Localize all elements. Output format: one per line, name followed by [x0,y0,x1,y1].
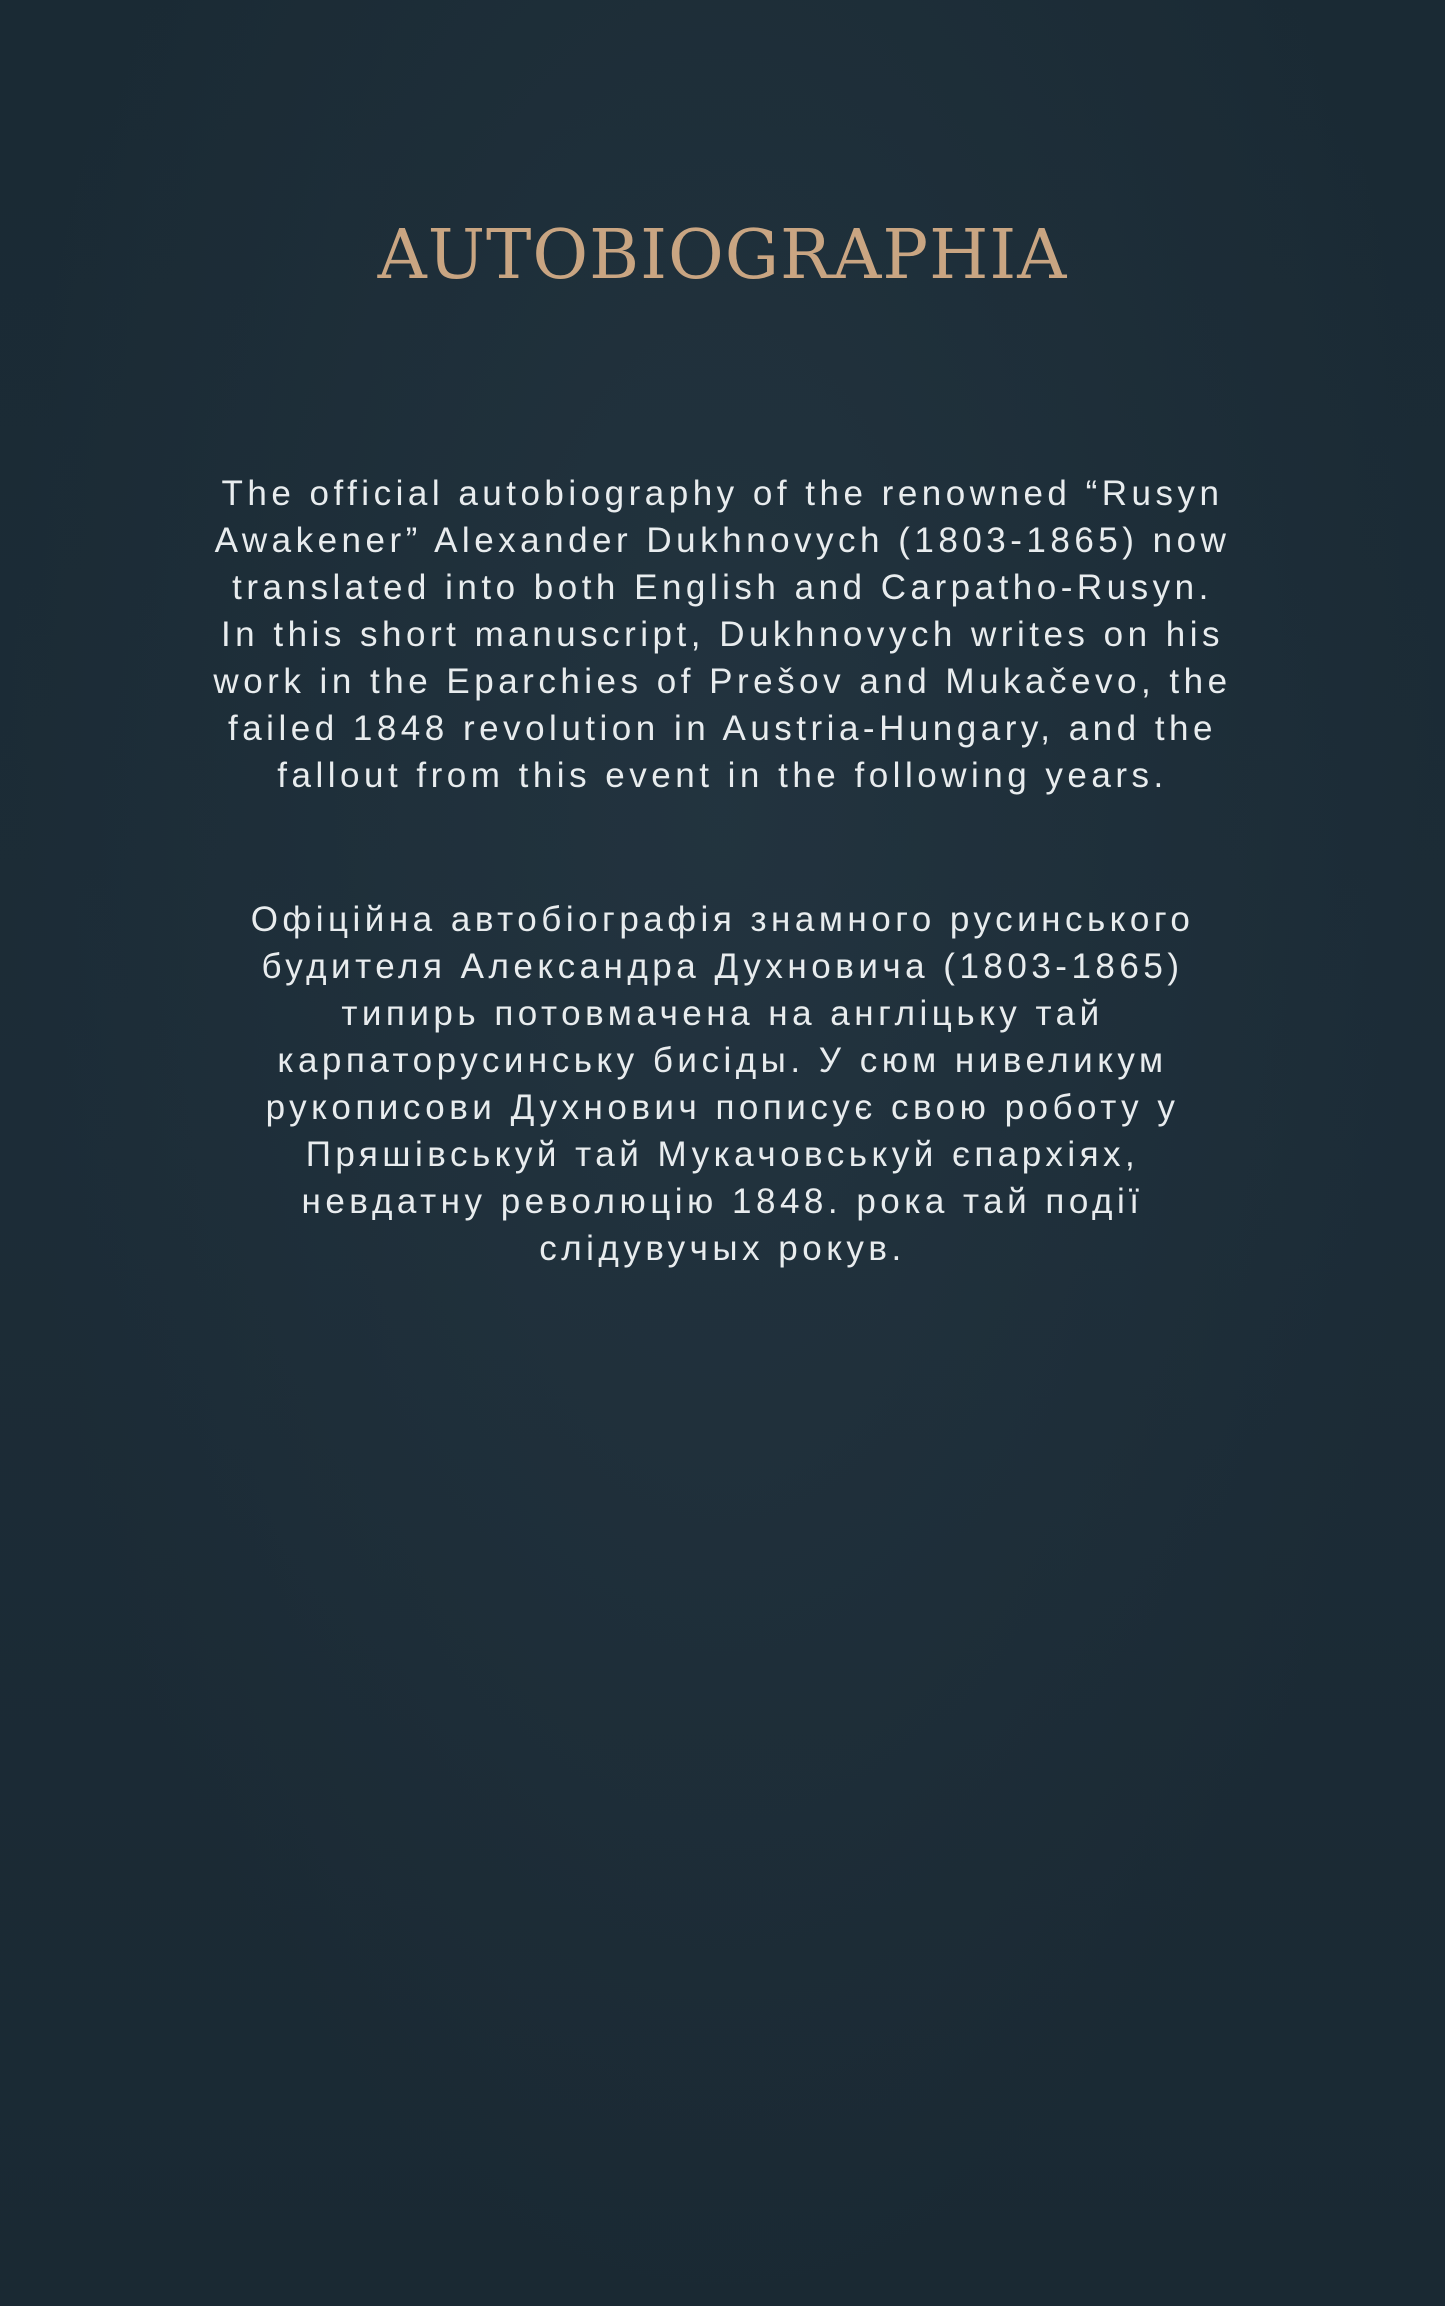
english-description-line: In this short manuscript, Dukhnovych writes on his [220,615,1225,654]
rusyn-description [130,896,1315,1272]
english-description-line: failed 1848 revolution in Austria-Hungary, and the [227,709,1217,748]
english-description-line: Awakener” Alexander Dukhnovych (1803-1865) now [214,521,1231,560]
rusyn-description-line: рукописови Духнович пописує свою роботу у [265,1088,1180,1127]
rusyn-description-line: типирь потовмачена на англіцьку тай [341,994,1104,1033]
english-description-line: translated into both English and Carpatho-Rusyn. [232,568,1213,607]
rusyn-description-line: слідувучых рокув. [539,1229,906,1268]
english-description-line: The official autobiography of the renowned “Rusyn [221,474,1224,513]
rusyn-description-line: Офіційна автобіографія знамного русинського [250,900,1195,939]
rusyn-description-line: Пряшівськуй тай Мукачовськуй єпархіях, [305,1135,1140,1174]
book-title: AUTOBIOGRAPHIA [377,216,1068,295]
rusyn-description-line: будителя Александра Духновича (1803-1865) [261,947,1184,986]
english-description-line: work in the Eparchies of Prešov and Mukačevo, the [213,662,1232,701]
english-description-line: fallout from this event in the following years. [277,756,1168,795]
english-description [130,470,1315,799]
rusyn-description-line: карпаторусинську бисіды. У сюм нивеликум [277,1041,1168,1080]
rusyn-description-line: невдатну революцію 1848. рока тай події [301,1182,1144,1221]
